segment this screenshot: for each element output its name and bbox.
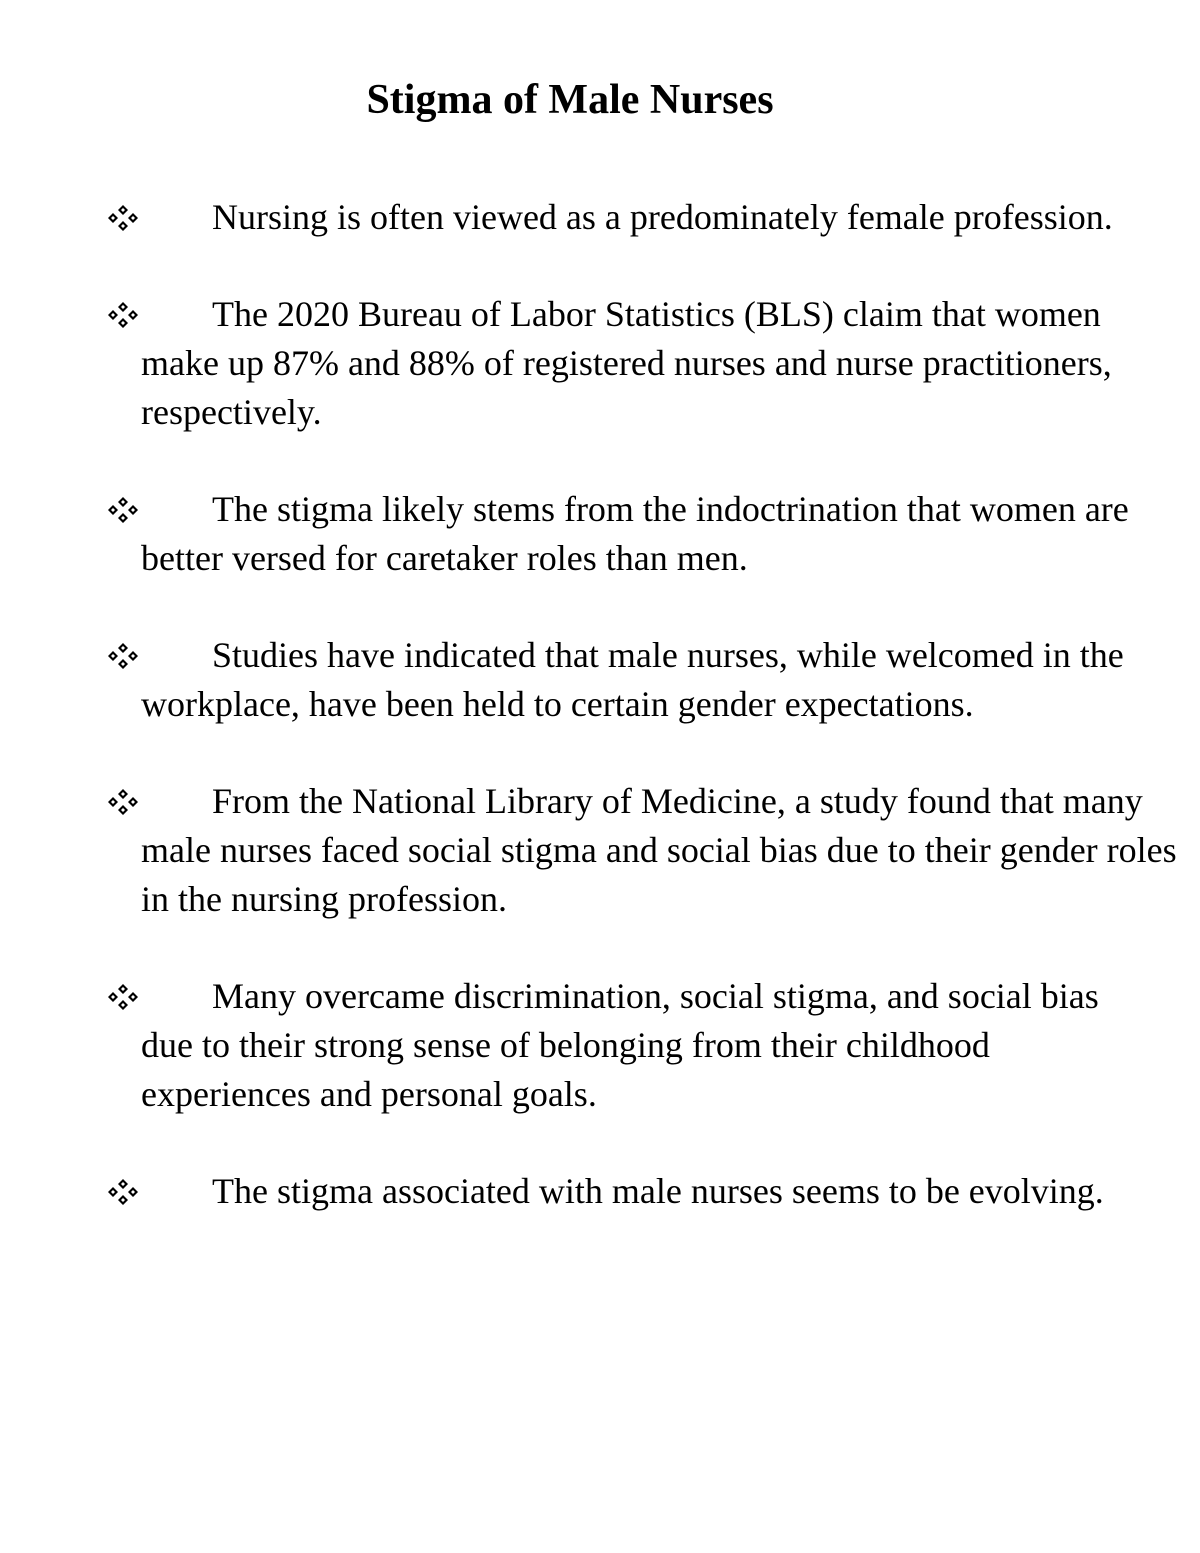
four-diamond-bullet-icon bbox=[108, 643, 138, 669]
four-diamond-bullet-icon bbox=[108, 302, 138, 328]
bullet-text: Many overcame discrimination, social stigma, and social bias due to their strong sense of belonging from their childhood experiences and personal goals. bbox=[141, 976, 1099, 1114]
bullet-text: The 2020 Bureau of Labor Statistics (BLS) claim that women make up 87% and 88% of registered nurses and nurse practitioners, respectively. bbox=[141, 294, 1112, 432]
bullet-list bbox=[108, 193, 1177, 1264]
document-title: Stigma of Male Nurses bbox=[366, 77, 774, 123]
four-diamond-bullet-icon bbox=[108, 1179, 138, 1205]
bullet-text: Studies have indicated that male nurses, while welcomed in the workplace, have been held to certain gender expectations. bbox=[141, 635, 1124, 724]
four-diamond-bullet-icon bbox=[108, 205, 138, 231]
bullet-item bbox=[108, 972, 1148, 1119]
bullet-text: The stigma likely stems from the indoctrination that women are better versed for caretaker roles than men. bbox=[141, 489, 1129, 578]
bullet-item bbox=[108, 485, 1148, 583]
four-diamond-bullet-icon bbox=[108, 789, 138, 815]
bullet-item bbox=[108, 290, 1148, 437]
bullet-text: The stigma associated with male nurses seems to be evolving. bbox=[212, 1171, 1104, 1211]
bullet-item bbox=[108, 1167, 1148, 1216]
bullet-text: From the National Library of Medicine, a study found that many male nurses faced social stigma and social bias due to their gender roles in the nursing profession. bbox=[141, 781, 1177, 919]
four-diamond-bullet-icon bbox=[108, 497, 138, 523]
bullet-text: Nursing is often viewed as a predominately female profession. bbox=[212, 197, 1113, 237]
bullet-item bbox=[108, 631, 1148, 729]
bullet-item bbox=[108, 193, 1148, 242]
bullet-item bbox=[108, 777, 1177, 924]
four-diamond-bullet-icon bbox=[108, 984, 138, 1010]
